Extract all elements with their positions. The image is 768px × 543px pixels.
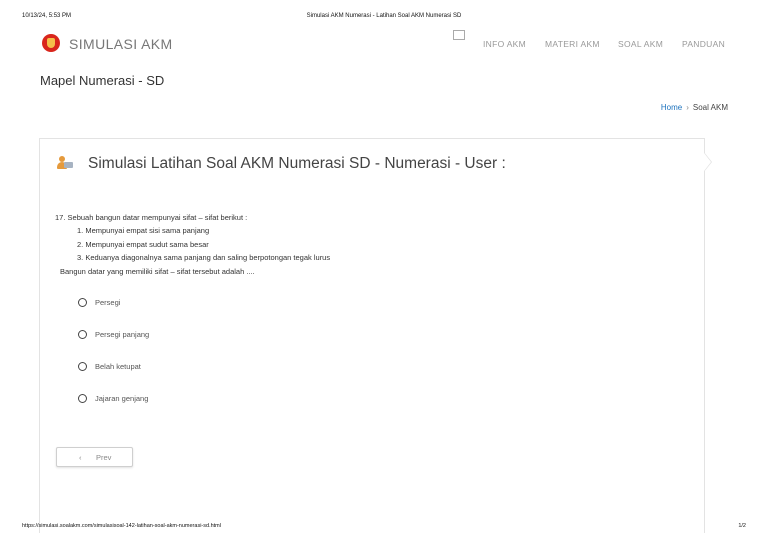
prev-button[interactable] bbox=[56, 447, 133, 467]
page-heading: Mapel Numerasi - SD bbox=[40, 73, 165, 88]
print-footer bbox=[0, 523, 768, 533]
print-page-number: 1/2 bbox=[738, 523, 746, 529]
breadcrumb bbox=[661, 103, 728, 112]
print-header bbox=[0, 13, 768, 23]
nav-link-info-akm[interactable]: INFO AKM bbox=[483, 39, 527, 49]
question-property: 1. Mempunyai empat sisi sama panjang bbox=[77, 226, 210, 236]
radio-button[interactable] bbox=[78, 362, 87, 371]
nav-link-soal-akm[interactable]: SOAL AKM bbox=[618, 39, 664, 49]
radio-button[interactable] bbox=[78, 298, 87, 307]
nav-link-materi-akm[interactable]: MATERI AKM bbox=[545, 39, 600, 49]
option-label[interactable]: Belah ketupat bbox=[95, 362, 141, 371]
question-property: 3. Keduanya diagonalnya sama panjang dan saling berpotongan tegak lurus bbox=[77, 253, 331, 263]
card-arrow-fill bbox=[704, 153, 711, 171]
radio-button[interactable] bbox=[78, 394, 87, 403]
answer-option[interactable] bbox=[78, 392, 278, 406]
question-stem: 17. Sebuah bangun datar mempunyai sifat – sifat berikut : bbox=[55, 213, 248, 222]
breadcrumb-separator: › bbox=[686, 103, 689, 112]
card-title-row bbox=[55, 152, 675, 178]
brand-name[interactable]: SIMULASI AKM bbox=[69, 36, 173, 52]
breadcrumb-home-link[interactable]: Home bbox=[660, 103, 683, 112]
option-label[interactable]: Jajaran genjang bbox=[95, 394, 149, 403]
prev-button-label: Prev bbox=[96, 453, 112, 462]
breadcrumb-current: Soal AKM bbox=[692, 103, 728, 112]
chevron-left-icon: ‹ bbox=[79, 453, 82, 462]
option-label[interactable]: Persegi bbox=[95, 298, 121, 307]
answer-option[interactable] bbox=[78, 328, 278, 342]
question-number: 17. bbox=[55, 213, 66, 222]
question-text bbox=[55, 211, 675, 278]
nav-link-panduan[interactable]: PANDUAN bbox=[682, 39, 726, 49]
user-icon bbox=[57, 156, 73, 170]
print-datetime: 10/13/24, 5:53 PM bbox=[22, 13, 72, 19]
fullscreen-icon[interactable] bbox=[453, 30, 465, 40]
radio-button[interactable] bbox=[78, 330, 87, 339]
print-title: Simulasi AKM Numerasi - Latihan Soal AKM Numerasi SD bbox=[306, 13, 462, 19]
logo-icon[interactable] bbox=[42, 34, 60, 52]
question-card bbox=[39, 138, 705, 533]
question-property: 2. Mempunyai empat sudut sama besar bbox=[77, 239, 209, 249]
navbar bbox=[0, 30, 768, 58]
answer-option[interactable] bbox=[78, 296, 278, 310]
question-prompt: Bangun datar yang memiliki sifat – sifat tersebut adalah .... bbox=[60, 266, 255, 276]
card-title: Simulasi Latihan Soal AKM Numerasi SD - Numerasi - User : bbox=[88, 155, 506, 172]
answer-option[interactable] bbox=[78, 360, 278, 374]
option-label[interactable]: Persegi panjang bbox=[95, 330, 150, 339]
print-url: https://simulasi.soalakm.com/simulasisoal-142-latihan-soal-akm-numerasi-sd.html bbox=[22, 523, 221, 529]
